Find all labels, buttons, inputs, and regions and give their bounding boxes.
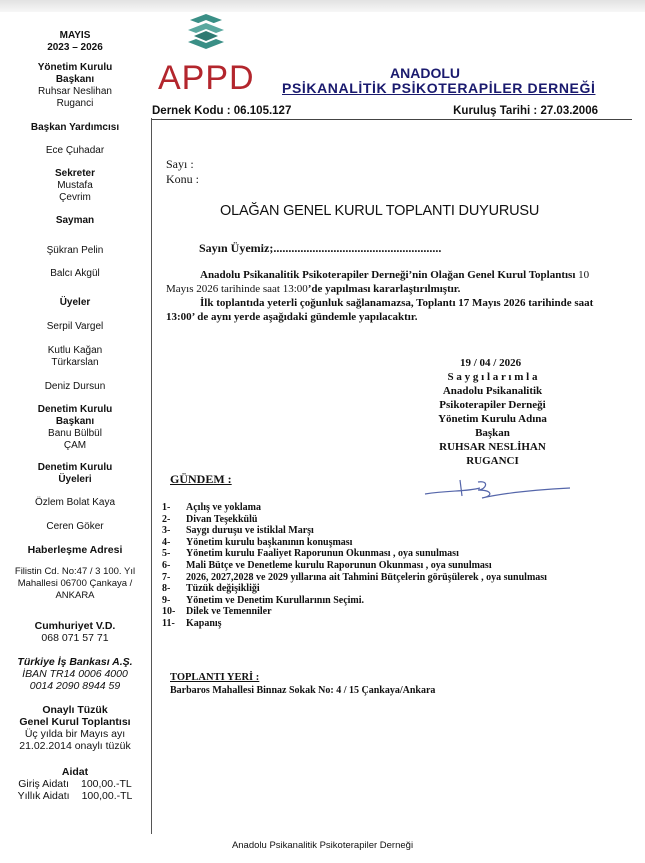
vice-name: Ece Çuhadar	[45, 145, 105, 156]
association-code: Dernek Kodu : 06.105.127	[152, 105, 292, 117]
handwritten-signature-icon	[420, 476, 580, 500]
audit-members-title: Denetim Kurulu Üyeleri	[37, 462, 113, 485]
salutation: Sayın Üyemiz;........................................................	[199, 241, 442, 255]
association-name-line2: PSİKANALİTİK PSİKOTERAPİLER DERNEĞİ	[282, 80, 596, 96]
contact-address: Filistin Cd. No:47 / 3 100. Yıl Mahallesi 06700 Çankaya / ANKARA	[14, 566, 136, 601]
sidebar	[0, 30, 150, 802]
term-month: MAYIS	[59, 30, 91, 41]
logo-emblem-icon	[186, 14, 226, 54]
audit-member-1: Özlem Bolat Kaya	[34, 497, 116, 508]
agenda-item: 4- Yönetim kurulu başkanının konuşması	[162, 536, 353, 548]
agenda-item: 3- Saygı duruşu ve istiklal Marşı	[162, 525, 314, 537]
member-3: Deniz Dursun	[44, 381, 106, 392]
association-name-line1: ANADOLU	[390, 65, 460, 81]
tax-office: Cumhuriyet V.D.	[34, 620, 116, 632]
iban: İBAN TR14 0006 4000 0014 2090 8944 59	[22, 668, 128, 692]
audit-chair-name: Banu Bülbül ÇAM	[48, 428, 102, 451]
sign-line: RUGANCI	[466, 455, 519, 467]
bylaw-note: Üç yılda bir Mayıs ayı 21.02.2014 onaylı tüzük	[19, 728, 131, 752]
venue-address: Barbaros Mahallesi Binnaz Sokak No: 4 / 15 Çankaya/Ankara	[170, 685, 436, 696]
chair-title: Yönetim Kurulu Başkanı	[37, 62, 113, 85]
treasurer-title: Sayman	[55, 215, 95, 226]
sign-line: Psikoterapiler Derneği	[439, 399, 546, 411]
registration-line	[152, 105, 632, 120]
sign-line: Yönetim Kurulu Adına	[438, 413, 547, 425]
konu-label: Konu :	[166, 172, 199, 186]
letter-date: 19 / 04 / 2026	[460, 357, 522, 369]
sidebar-divider	[151, 118, 152, 834]
agenda-item: 8- Tüzük değişikliği	[162, 583, 260, 595]
secretary-title: Sekreter	[54, 168, 96, 179]
agenda-item: 1- Açılış ve yoklama	[162, 502, 261, 513]
fee-label: Giriş Aidatı	[18, 778, 69, 790]
logo-text: APPD	[158, 59, 255, 97]
chair-name: Ruhsar Neslihan Ruganci	[38, 86, 112, 109]
sign-line: RUHSAR NESLİHAN	[439, 441, 546, 453]
members-title: Üyeler	[59, 297, 91, 308]
para2: İlk toplantıda yeterli çoğunluk sağlanamazsa, Toplantı 17 Mayıs 2026 tarihinde saat 13:00’ de aynı yerde aşağıdaki gündemle yapılacaktır.	[166, 297, 594, 323]
fee-value: 100,00.-TL	[81, 790, 133, 802]
secretary-name: Mustafa Çevrim	[57, 180, 93, 203]
para1-normal-part: 10 Mayıs 2026 tarihinde saat 13:00	[166, 269, 590, 295]
contact-title: Haberleşme Adresi	[27, 544, 123, 556]
fee-value: 100,00.-TL	[80, 778, 132, 790]
audit-chair-title: Denetim Kurulu Başkanı	[37, 404, 113, 427]
para1-bold-part: Anadolu Psikanalitik Psikoterapiler Derneği’nin Olağan Genel Kurul Toplantısı	[200, 269, 576, 281]
bylaw-title: Onaylı Tüzük	[42, 704, 108, 716]
member-2: Kutlu Kağan Türkarslan	[47, 345, 103, 368]
agenda-item: 10- Dilek ve Temenniler	[162, 606, 272, 618]
agenda-item: 7- 2026, 2027,2028 ve 2029 yıllarına ait Tahmini Bütçelerin görüşülerek , oya sunulması	[162, 571, 547, 583]
vice-title: Başkan Yardımcısı	[30, 122, 120, 133]
tax-number: 068 071 57 71	[41, 632, 109, 644]
page-footer: Anadolu Psikanalitik Psikoterapiler Derneği	[231, 840, 414, 851]
agenda-item: 2- Divan Teşekkülü	[162, 513, 258, 525]
member-1: Serpil Vargel	[46, 321, 104, 332]
agenda-item: 11- Kapanış	[162, 617, 222, 629]
agenda-item: 6- Mali Bütçe ve Denetleme kurulu Raporunun Okunması , oya sunulması	[162, 559, 492, 571]
treasurer-name: Şükran Pelin Balcı Akgül	[46, 245, 104, 279]
sign-line: S a y g ı l a r ı m l a	[447, 371, 538, 383]
venue-title: TOPLANTI YERİ :	[170, 672, 260, 683]
window-top-bar	[0, 0, 645, 12]
founding-date: Kuruluş Tarihi : 27.03.2006	[453, 105, 598, 117]
para1-bold-end: ’de yapılması kararlaştırılmıştır.	[307, 283, 461, 295]
fee-row	[0, 778, 150, 790]
reference-block	[166, 157, 199, 187]
fee-label: Yıllık Aidatı	[17, 790, 70, 802]
agenda-item: 9- Yönetim ve Denetim Kurullarının Seçimi.	[162, 594, 365, 606]
agenda-item: 5- Yönetim kurulu Faaliyet Raporunun Okunması , oya sunulması	[162, 548, 459, 560]
sign-line: Başkan	[475, 427, 510, 439]
audit-member-2: Ceren Göker	[46, 521, 104, 532]
fees-title: Aidat	[61, 766, 89, 778]
signature-block	[410, 356, 575, 468]
agenda-title: GÜNDEM :	[170, 472, 232, 486]
fee-row	[0, 790, 150, 802]
agenda-list	[162, 502, 622, 630]
bylaw-subtitle: Genel Kurul Toplantısı	[19, 716, 131, 728]
sayi-label: Sayı :	[166, 157, 194, 171]
bank-name: Türkiye İş Bankası A.Ş.	[17, 656, 133, 668]
sign-line: Anadolu Psikanalitik	[442, 385, 543, 397]
page-title: OLAĞAN GENEL KURUL TOPLANTI DUYURUSU	[220, 203, 540, 219]
announcement-body	[166, 268, 596, 324]
term-years: 2023 – 2026	[47, 42, 103, 53]
